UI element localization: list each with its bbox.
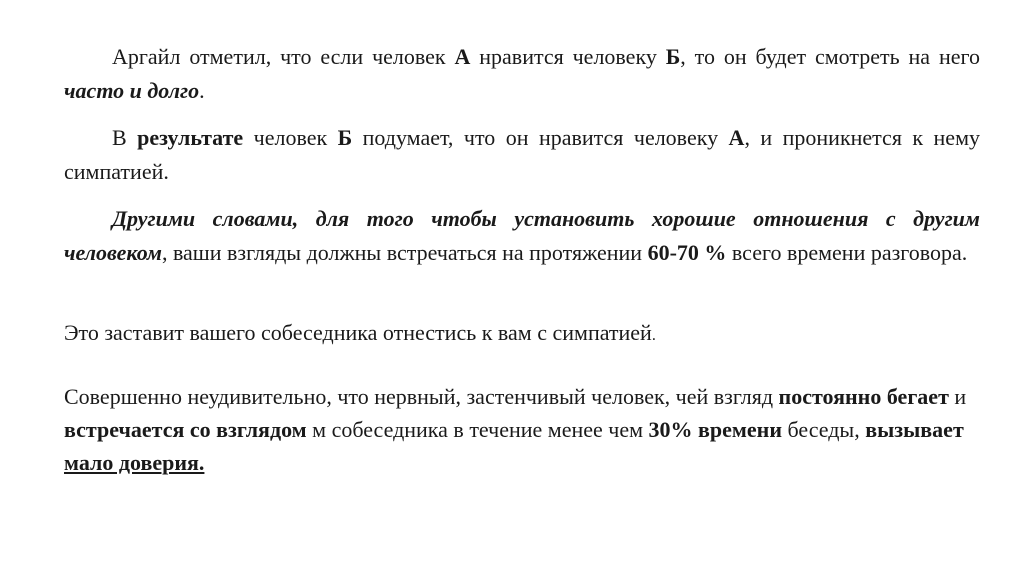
bold-person-b: Б xyxy=(337,125,353,150)
bold-person-a: А xyxy=(454,44,471,69)
paragraph-nervous-person xyxy=(64,380,980,479)
text: , и проникнется к нему симпатией. xyxy=(64,125,980,184)
bold-meets-gaze: встречается со взглядом xyxy=(64,417,307,442)
text: Аргайл отметил, что если человек xyxy=(112,44,455,69)
bold-30-percent: 30% времени xyxy=(648,417,783,442)
text: и xyxy=(948,384,967,409)
bold-person-b: Б xyxy=(665,44,681,69)
paragraph-sympathy xyxy=(64,316,980,353)
paragraph-in-other-words xyxy=(64,202,980,270)
bold-causes: вызывает xyxy=(865,417,964,442)
text: подумает, что он нравится человеку xyxy=(352,125,729,150)
bold-person-a: А xyxy=(728,125,745,150)
text: , то он будет смотреть на него xyxy=(680,44,980,69)
text: , ваши взгляды должны встречаться на протяжении xyxy=(161,240,648,265)
bold-constantly-runs: постоянно бегает xyxy=(778,384,949,409)
text: Совершенно неудивительно, что нервный, застенчивый человек, чей взгляд xyxy=(64,384,779,409)
text: беседы, xyxy=(782,417,866,442)
bold-underlined-little-trust: мало доверия. xyxy=(64,450,205,475)
text: нравится человеку xyxy=(470,44,666,69)
paragraph-argyle xyxy=(64,40,980,108)
text: человек xyxy=(243,125,338,150)
bold-italic-often-long: часто и долго xyxy=(64,78,200,103)
bold-italic-in-other-words: Другими словами, для того чтобы установить хорошие отношения с другим человеком xyxy=(64,206,980,265)
text-period: . xyxy=(651,327,656,344)
bold-result: результате xyxy=(137,125,244,150)
text: Это заставит вашего собеседника отнестись к вам с симпатией xyxy=(64,320,652,345)
text: В xyxy=(112,125,138,150)
text: м собеседника в течение менее чем xyxy=(306,417,649,442)
bold-percent: 60-70 % xyxy=(647,240,727,265)
paragraph-result xyxy=(64,121,980,189)
text: . xyxy=(199,78,205,103)
text: всего времени разговора. xyxy=(726,240,968,265)
